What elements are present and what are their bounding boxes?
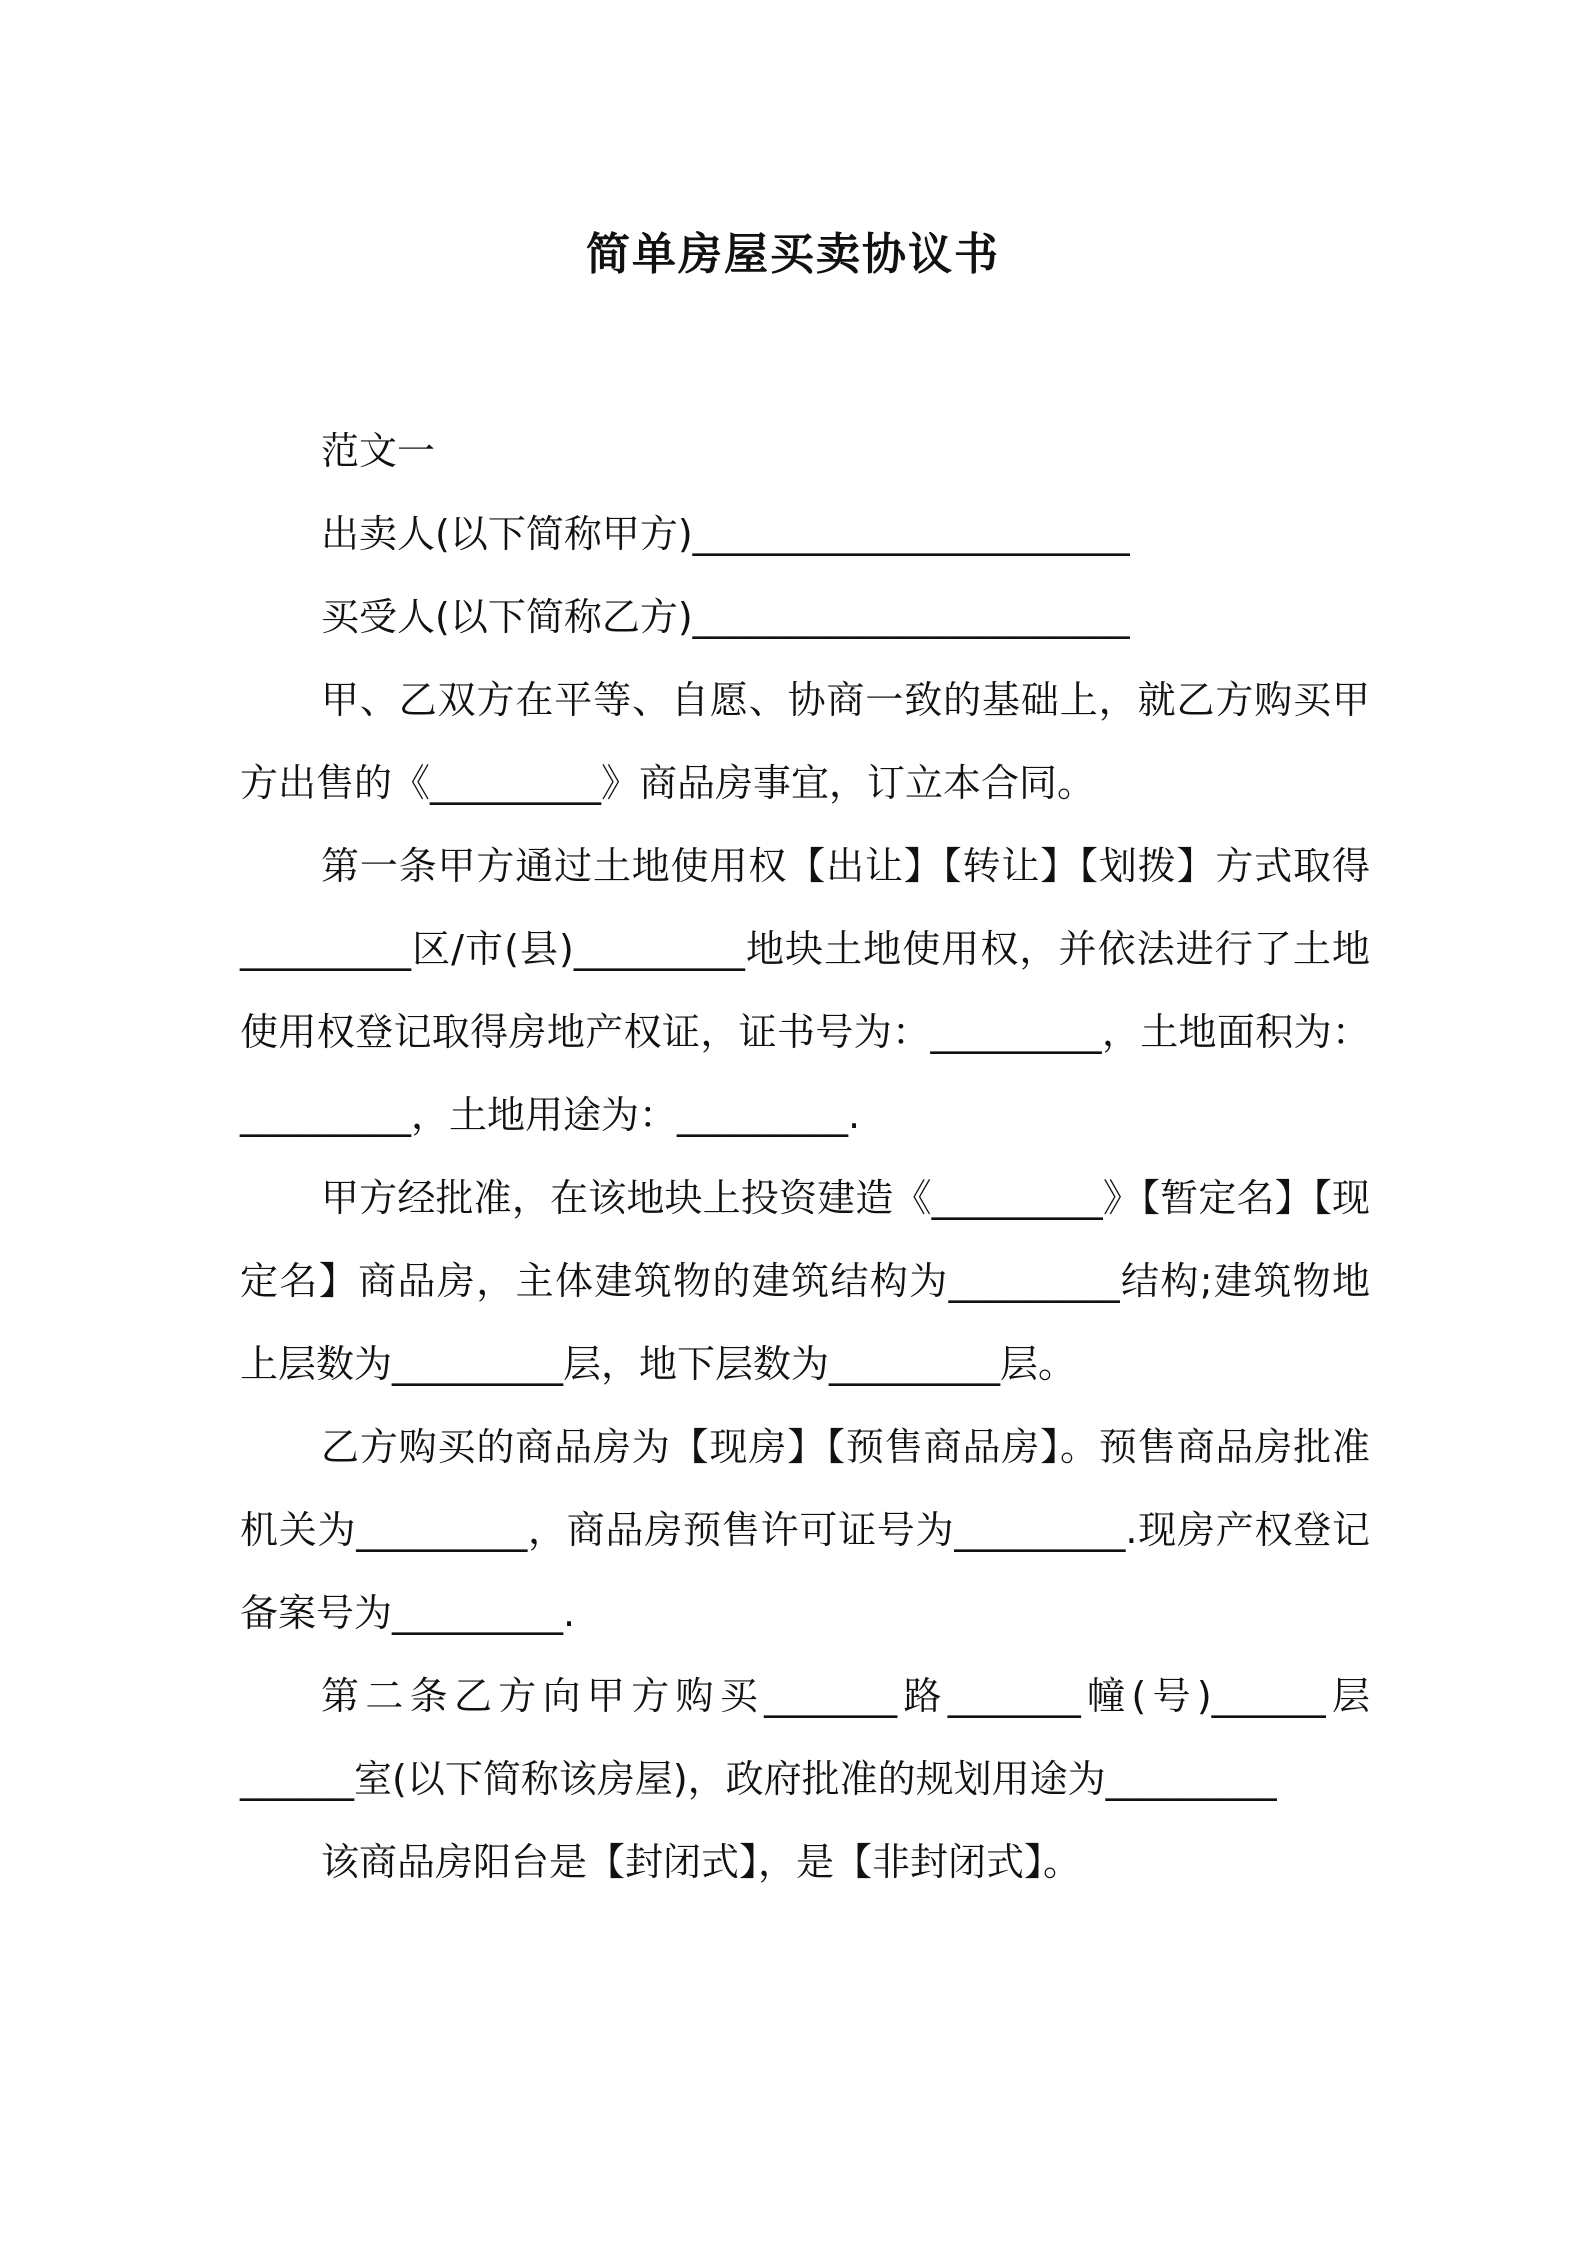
- paragraph-buyer: 买受人(以下简称乙方)_______________________: [321, 595, 1130, 639]
- paragraph-article-2: 第二条乙方向甲方购买_______路_______幢(号)______层______室(以下简称该房屋)，政府批准的规划用途为_________: [240, 1674, 1370, 1801]
- document-body: [240, 410, 1370, 1904]
- document-title: 简单房屋买卖协议书: [586, 229, 1000, 280]
- paragraph-preamble: 甲、乙双方在平等、自愿、协商一致的基础上，就乙方购买甲方出售的《_________》商品房事宜，订立本合同。: [240, 678, 1370, 805]
- paragraph-sample-label: 范文一: [321, 429, 436, 473]
- paragraph-presale: 乙方购买的商品房为【现房】【预售商品房】。预售商品房批准机关为_________，商品房预售许可证号为_________.现房产权登记备案号为_________.: [240, 1425, 1370, 1635]
- paragraph-article-1: 第一条甲方通过土地使用权【出让】【转让】【划拨】方式取得_________区/市(县)_________地块土地使用权，并依法进行了土地使用权登记取得房地产权证，证书号为：_________，土地面积为：_________，土地用途为：_________.: [240, 844, 1370, 1137]
- paragraph-construction: 甲方经批准，在该地块上投资建造《_________》【暂定名】【现定名】商品房，主体建筑物的建筑结构为_________结构;建筑物地上层数为_________层，地下层数为_________层。: [240, 1176, 1370, 1386]
- paragraph-seller: 出卖人(以下简称甲方)_______________________: [321, 512, 1130, 556]
- paragraph-balcony: 该商品房阳台是【封闭式】，是【非封闭式】。: [321, 1840, 1082, 1884]
